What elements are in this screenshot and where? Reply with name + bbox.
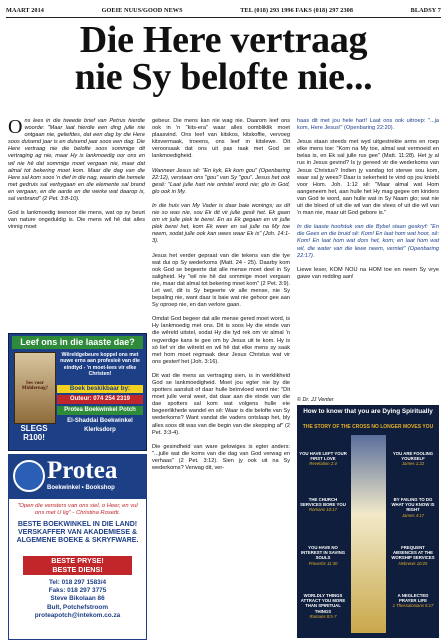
issue-date: MAART 2014 — [6, 6, 44, 14]
dying-spiritually-graphic — [297, 405, 439, 638]
paragraph: Jesus het verder gepraat van die tekens van die tye wat dui op Sy wederkoms (Matt. 24 - 25). Daarby kom ook God se begeerte dat alle mense moet deel in Sy saligheid. Hy "wil nie hê dat sommige moet vergaan nie, maar dat almal tot bekering moet kom" (2 Pet. 3:9). Let wel, dit is Sy begeerte vir alle mense, nie Sy bepaling nie, want daar is baie wat nie gehoor gee aan Sy oproep nie, en dan verlore gaan. — [152, 252, 290, 309]
shop-tagline: Boekwinkel • Bookshop — [47, 485, 115, 491]
address-line: Steve Bikolaan 86 — [50, 595, 105, 603]
paragraph: Wanneer Jesus sê: "En kyk, Ek kom gou" (Openbaring 22:12), verstaan ons "gou" van Sy "gou". Jesus het ook gesê: "Laat julle hart nie ontstel word nie; glo in God, glo ook in My. — [152, 167, 290, 195]
fax: Faks: 018 297 3775 — [48, 587, 107, 595]
book-cover-image — [14, 352, 56, 424]
protea-logo — [13, 460, 45, 492]
advert-headline: Leef ons in die laaste dae? — [12, 336, 143, 349]
paragraph: gebeur. Die mens kan nie wag nie. Daarom leef ons ook in 'n "kits-era" waar alles oombliklik moet plaasvind. Ons leef van kitskos, kitskoffie, vervoeg kitsvermaak, troeens, ons leef in kitslewe. Dit veroorsaak dat ons uit pas raak met God se lankmoedigheid. — [152, 118, 290, 160]
phone: Tel: 018 297 1583/4 — [48, 579, 107, 586]
article-column-3 — [297, 118, 439, 288]
header-contact: TEL (018) 293 1996 FAKS (018) 297 2308 — [240, 6, 354, 14]
advert-outlet-klerksdorp: El-Shaddai Boekwinkel Klerksdorp — [57, 417, 143, 435]
article-column-2 — [152, 118, 290, 479]
paragraph: In die huis van My Vader is daar baie wonings; as dit nie so was nie, sou Ek dit vir julle gesê het. Ek gaan om vir julle plek te berei. En as Ek gegaan en vir julle plek berei het, kom Ek weer en sal julle na My toe neem, sodat julle ook kan wees waar Ek is" (Joh. 14:1-3). — [152, 202, 290, 245]
graphic-item: THE CHURCH SERVICES BORE YOU Romans 10:17 — [300, 497, 346, 513]
page-number: BLADSY 7 — [410, 6, 441, 14]
page-header — [6, 4, 441, 16]
advert-offer: BESTE BOEKWINKEL IN DIE LAND! VERSKAFFER VAN AKADEMIESE & ALGEMENE BOEKE & SKRYFWARE. — [16, 521, 139, 545]
advert-outlet-author: Outeur: 074 254 2319 — [57, 395, 143, 404]
graphic-item: A NEGLECTED PRAYER LIFE 1 Thessalonians 5:17 — [392, 593, 434, 609]
email: proteapotch@intekom.co.za — [34, 611, 121, 619]
paragraph: haas dit met jou hele hart! Laat ons ook uitroep: "...ja kom, Here Jesus!" (Openbaring 22:20). — [297, 118, 439, 132]
book-advert — [8, 333, 147, 451]
paragraph: Dit wat die mens as vertraging sien, is in werklikheid God se lankmoedigheid. Moet jou egter nie by die spotters aansluit of daar hulle beïnvloed word nie: "Dit moet julle veral weet, dat daar aan die einde van die dae spotters sal kom wat volgens hulle eie begeerlikhede wandel en sê: Waar is die belofte van Sy wederkoms? Want vandat die vaders ontslaap het, bly alles soos dit was van die begin van die skepping af" (2 Pet. 3:3-4). — [152, 372, 290, 436]
paragraph: In die laaste hoofstuk van die Bybel staan geskryf: "En die Gees en die bruid sê: Kom! En laat hom wat hoor, sê: Kom! En laat hom wat dors het, kom; en laat hom wat wil, die water van die lewe neem, verniet" (Openbaring 22:17). — [297, 224, 439, 259]
graphic-item: YOU HAVE NO INTEREST IN SAVING SOULS Proverbs 11:30 — [300, 545, 346, 566]
graphic-item: BY FAILING TO DO WHAT YOU KNOW IS RIGHT James 4:17 — [391, 497, 435, 518]
advert-price: SLEGS R100! — [20, 424, 48, 442]
book-cover-title: Ses voor Middernag? — [21, 381, 49, 391]
paragraph: Omdat God begeer dat alle mense gered moet word, is Hy lankmoedig met ons. Dit is soos Hy die einde van die wêreld uitstel, sodat Hy die tyd rek om vir almal 'n regverdige kans te gee om by Jesus uit te kom. Hy is só lief vir die wêreld en wil hê dat elke mens sy saak met hom moet regmaak deur Jesus Christus wat vir ons gesterf het (Joh. 3:16). — [152, 316, 290, 365]
paragraph: Liewe leser, KOM NOU na HOM toe en neem Sy vrye gawe van redding aan! — [297, 266, 439, 280]
advert-price-banner: BESTE PRYSE! BESTE DIENS! — [23, 556, 132, 575]
headline — [0, 19, 447, 98]
advert-contact — [13, 579, 142, 620]
cross-image — [351, 435, 386, 633]
shop-name: Protea — [47, 457, 118, 484]
address-line: Bult, Potchefstroom — [46, 603, 109, 611]
graphic-item: YOU ARE FOOLING YOURSELF James 1:22 — [392, 451, 434, 467]
headline-line-1: Die Here vertraag — [79, 19, 368, 61]
paper-name: GOEIE NUUS/GOOD NEWS — [101, 6, 183, 14]
protea-bookshop-advert — [8, 454, 147, 640]
author-credit: © Dr. JJ Venter — [297, 397, 334, 403]
article-column-1 — [8, 118, 145, 238]
graphic-item: WORLDLY THINGS ATTRACT YOU MORE THAN SPIRITUAL THINGS Romans 8:5-7 — [300, 593, 346, 619]
advert-quote: "Open die vensters van ons siel, o Heer, en vul ons met U lig" - Christina Rosetti. — [17, 503, 138, 516]
paragraph: Ons lees in die tweede brief van Petrus hierdie woorde: "Maar laat hierdie een ding julle nie ontgaan nie, geliefdes, dat een dag by die Here soos duisend jaar is en duisend jaar soos een dag. Die Here vertraag nie die belofte soos sommige dit vertraging ag nie, maar Hy is lankmoedig oor ons en wil nie hê dat sommige moet vergaan nie, maar dat almal tot bekering moet kom. Maar die dag van die Here sal kom soos 'n dief in die nag, waarin die hemele met gedruis sal verbygaan en die elemente sal brand en vergaan, en die aarde en die werke wat daarop is, sal verbrand" (2 Pet. 3:8-10). — [8, 116, 145, 203]
paragraph: Jesus staan steeds met wyd uitgestrekte arms en roep elke mens toe: "Kom na My toe, almal wat vermoeid en belas is, en Ek sal julle rus gee" (Matt. 11:28). Het jy al rus in Jesus gevind? Is jy gereed vir die wederkoms van Jesus Christus? Indien jy vandag tot sterwe sou kom, waar sal jy wees? Daar is sekerheid te vind op jou kniebl voor Hom. Joh. 1:12 sê: "Maar almal wat Hom aangeneem het, aan hulle het Hy mag gegee om kinders van God te word, aan hulle wat in Sy Naam glo; wat nie uit die bloed of uit die wil van die vlees of uit die wil van 'n man nie, maar uit God gebore is." — [297, 139, 439, 217]
advert-outlet-potch: Protea Boekwinkel Potch — [57, 406, 143, 415]
drop-cap: O — [8, 116, 23, 138]
advert-blurb: Wêreldgebeure koppel ons met nuwe erns aan profesieë van die eindtyd - 'n moet-lees vir elke Christen! — [60, 352, 140, 378]
header-divider — [6, 17, 441, 18]
graphic-item: FREQUENT ABSENCES AT THE WORSHIP SERVICES Hebrews 10:25 — [391, 545, 435, 566]
paragraph: God is lankmoedig teenoor die mens, wat op sy beurt van nature ongeduldig is. Die mens wil hê dat alles vinnig moet — [8, 210, 145, 231]
advert-order-label: Boek beskikbaar by: — [57, 385, 143, 393]
headline-line-2: nie Sy belofte nie... — [74, 56, 373, 98]
paragraph: Die gesindheid van ware gelowiges is egter anders: "...julle wat die koms van die dag van God verwag en verhaas" (2 Pet. 3:12). Sien jy ook uit na Sy wederkoms? Verwag dit, ver- — [152, 443, 290, 472]
graphic-subtitle: THE STORY OF THE CROSS NO LONGER MOVES YOU — [302, 424, 434, 430]
graphic-title: How to know that you are Dying Spiritually — [303, 408, 433, 415]
graphic-item: YOU HAVE LEFT YOUR FIRST LOVE Revelation 2:4 — [299, 451, 347, 467]
advert-banner — [9, 455, 146, 499]
